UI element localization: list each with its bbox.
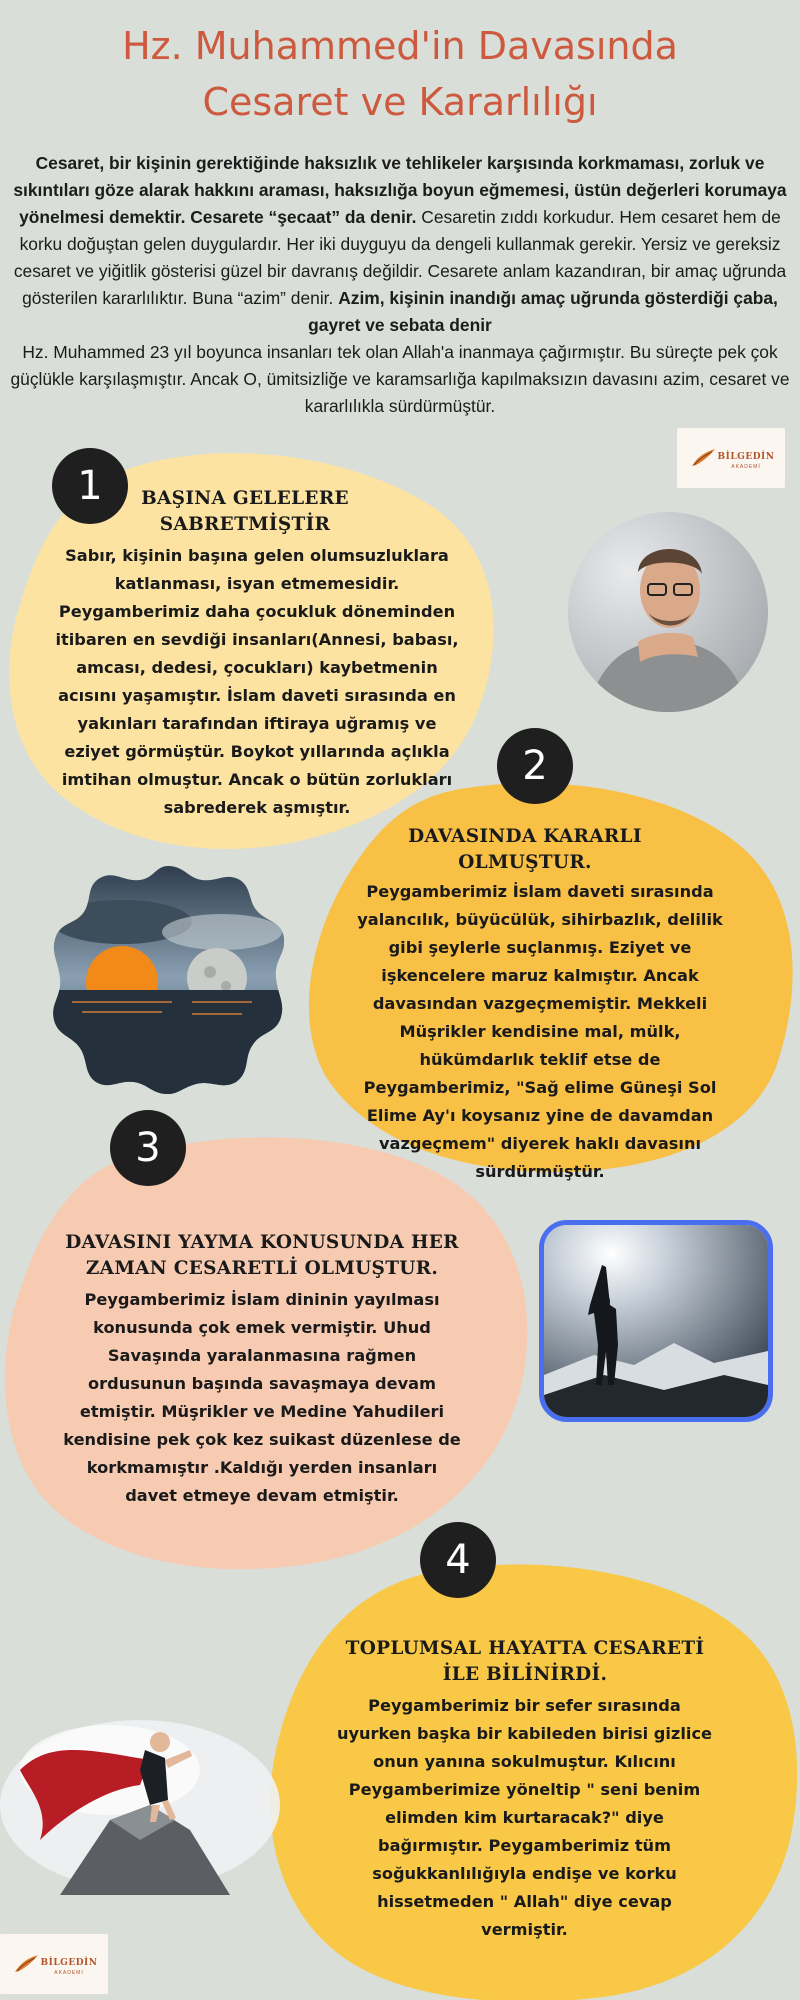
page-title-line2: Cesaret ve Kararlılığı xyxy=(202,80,598,124)
section-3-body: Peygamberimiz İslam dininin yayılması konusunda çok emek vermiştir. Uhud Savaşında yaralanmasına rağmen ordusunun başında savaşmaya devam etmiştir. Müşrikler ve Medine Yahudileri kendisine pek çok kez suikast düzenlese de korkmamıştır .Kaldığı yerden insanları davet etmeye devam etmiştir. xyxy=(63,1290,461,1505)
section-3-number: 3 xyxy=(110,1110,186,1186)
silhouette-photo xyxy=(539,1220,773,1422)
section-1-title: BAŞINA GELELERE SABRETMİŞTİR xyxy=(141,488,349,535)
section-3-title: DAVASINI YAYMA KONUSUNDA HER ZAMAN CESARETLİ OLMUŞTUR. xyxy=(65,1232,459,1279)
logo-top xyxy=(677,428,785,488)
logo-name: BİLGEDİN xyxy=(717,452,775,462)
quill-icon xyxy=(11,1952,41,1976)
page-title-line1: Hz. Muhammed'in Davasında xyxy=(122,24,678,68)
page-title xyxy=(0,18,800,130)
logo-sub: AKADEMİ xyxy=(54,1970,84,1976)
section-4-number: 4 xyxy=(420,1522,496,1598)
section-2-number: 2 xyxy=(497,728,573,804)
logo-name: BİLGEDİN xyxy=(40,1958,98,1968)
logo-sub: AKADEMİ xyxy=(731,464,761,470)
quill-icon xyxy=(688,446,718,470)
superhero-kid-photo xyxy=(0,1710,290,1900)
section-1-body: Sabır, kişinin başına gelen olumsuzluklara katlanması, isyan etmemesidir. Peygamberimiz daha çocukluk döneminden itibaren en sevdiği insanları(Annesi, babası, amcası, dedesi, çocukları) kaybetmenin acısını yaşamıştır. İslam daveti sırasında en yakınları tarafından iftiraya uğramış ve eziyet görmüştür. Boykot yıllarında açlıkla imtihan olmuştur. Ancak o bütün zorlukları sabrederek aşmıştır. xyxy=(55,546,459,817)
intro-normal-1: Cesaretin zıddı korkudur. Hem cesaret hem de korku doğuştan gelen duygulardır. Her iki duyguyu da dengeli kullanmak gerekir. Yersiz ve gereksiz cesaret ve yiğitlik gösterisi güzel bir davranış değildir. Cesarete anlam kazandıran, bir amaç uğrunda gösterilen kararlılıktır. Buna “azim” denir. xyxy=(13,207,787,308)
section-4-body: Peygamberimiz bir sefer sırasında uyurken başka bir kabileden birisi gizlice onun yanına sokulmuştur. Kılıcını Peygamberimize yöneltip " seni benim elimden kim kurtaracak?" diye bağırmıştır. Peygamberimiz tüm soğukkanlılığıyla endişe ve korku hissetmeden " Allah" diye cevap vermiştir. xyxy=(336,1696,713,1939)
thinking-man-photo xyxy=(568,512,768,712)
intro-paragraph-1 xyxy=(10,150,790,339)
section-2-body: Peygamberimiz İslam daveti sırasında yalancılık, büyücülük, sihirbazlık, delilik gibi şeylerle suçlanmış. Eziyet ve işkencelere maruz kalmıştır. Ancak davasından vazgeçmemiştir. Mekkeli Müşrikler kendisine mal, mülk, hükümdarlık teklif etse de Peygamberimiz, "Sağ elime Güneşi Sol Elime Ay'ı koysanız yine de davamdan vazgeçmem" diyerek haklı davasını sürdürmüştür. xyxy=(357,882,723,1181)
intro-paragraph-2: Hz. Muhammed 23 yıl boyunca insanları tek olan Allah'a inanmaya çağırmıştır. Bu süreçte pek çok güçlükle karşılaşmıştır. Ancak O, ümitsizliğe ve karamsarlığa kapılmaksızın davasını azim, cesaret ve kararlılıkla sürdürmüştür. xyxy=(10,342,790,416)
sun-moon-photo xyxy=(52,862,284,1094)
section-1-number: 1 xyxy=(52,448,128,524)
section-4-title: TOPLUMSAL HAYATTA CESARETİ İLE BİLİNİRDİ. xyxy=(345,1638,705,1685)
logo-bottom xyxy=(0,1934,108,1994)
section-2-title: DAVASINDA KARARLI OLMUŞTUR. xyxy=(408,826,642,873)
intro-text xyxy=(10,150,790,420)
intro-bold-1: Cesaret, bir kişinin gerektiğinde haksızlık ve tehlikeler karşısında korkmaması, zorluk ve sıkıntıları göze alarak hakkını araması, haksızlığa boyun eğmemesi, üstün değerleri korumaya yönelmesi demektir. Cesarete “şecaat” da denir. xyxy=(13,153,787,227)
intro-bold-2: Azim, kişinin inandığı amaç uğrunda gösterdiği çaba, gayret ve sebata denir xyxy=(308,288,778,335)
